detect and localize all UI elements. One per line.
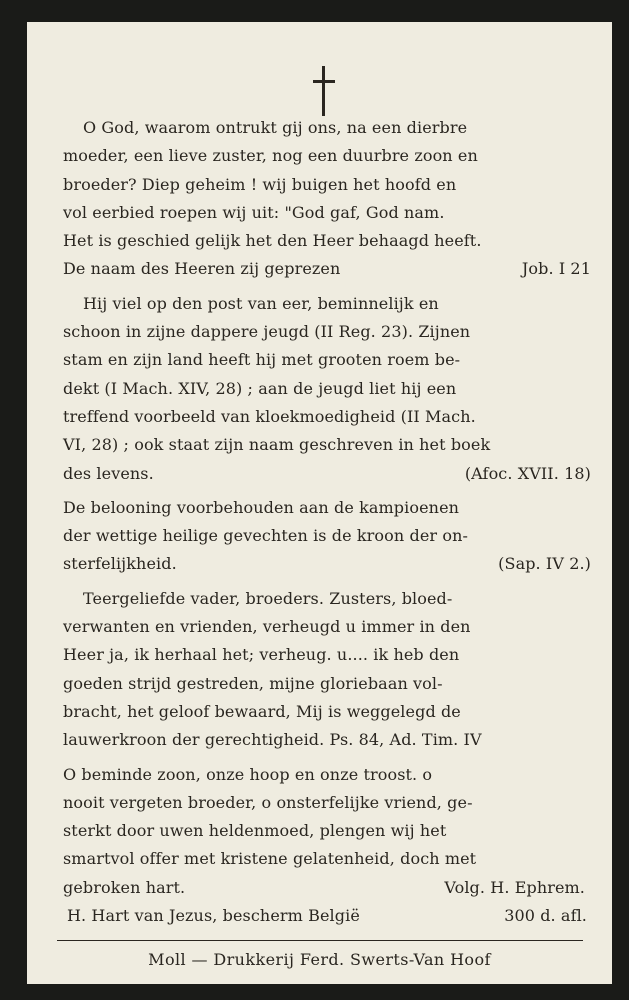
text-line-with-ref bbox=[63, 550, 591, 578]
text-line: VI, 28) ; ook staat zijn naam geschreven in het boek bbox=[63, 435, 491, 455]
scripture-reference: Job. I 21 bbox=[521, 259, 591, 279]
text-line-with-ref bbox=[63, 460, 591, 488]
text-line: Hij viel op den post van eer, beminnelijk en bbox=[83, 293, 439, 313]
scripture-reference: Volg. H. Ephrem. bbox=[444, 877, 585, 897]
text-line: O God, waarom ontrukt gij ons, na een dierbre bbox=[83, 118, 468, 137]
text-line: Heer ja, ik herhaal het; verheug. u.... ik heb den bbox=[63, 645, 460, 665]
text-line: goeden strijd gestreden, mijne gloriebaan vol- bbox=[63, 673, 443, 693]
text-line: vol eerbied roepen wij uit: "God gaf, God nam. bbox=[63, 202, 445, 222]
text-line: gebroken hart. bbox=[63, 877, 186, 897]
closing-line bbox=[63, 902, 591, 930]
text-line: dekt (I Mach. XIV, 28) ; aan de jeugd liet hij een bbox=[63, 378, 457, 398]
text-line: stam en zijn land heeft hij met grooten roem be- bbox=[63, 350, 461, 370]
memorial-card bbox=[27, 22, 612, 984]
text-line: des levens. bbox=[63, 463, 154, 483]
text-line: sterkt door uwen heldenmoed, plengen wij het bbox=[63, 821, 447, 841]
text-line: De naam des Heeren zij geprezen bbox=[63, 259, 341, 279]
text-line: O beminde zoon, onze hoop en onze troost. o bbox=[63, 764, 433, 784]
text-line: bracht, het geloof bewaard, Mij is weggelegd de bbox=[63, 701, 461, 721]
text-line: schoon in zijne dappere jeugd (II Reg. 23). Zijnen bbox=[63, 322, 471, 342]
text-line: De belooning voorbehouden aan de kampioenen bbox=[63, 497, 460, 517]
text-line-with-ref bbox=[63, 874, 591, 902]
text-line-with-ref bbox=[63, 255, 591, 283]
paragraph-5 bbox=[63, 761, 591, 931]
paragraph-1 bbox=[63, 114, 591, 284]
indulgence-text: 300 d. afl. bbox=[504, 906, 587, 926]
card-text bbox=[63, 114, 591, 930]
text-line: smartvol offer met kristene gelatenheid, doch met bbox=[63, 849, 477, 869]
paragraph-3 bbox=[63, 494, 591, 579]
text-line: sterfelijkheid. bbox=[63, 554, 177, 574]
paragraph-4 bbox=[63, 585, 591, 755]
scripture-reference: (Afoc. XVII. 18) bbox=[464, 463, 591, 483]
text-line: Teergeliefde vader, broeders. Zusters, bloed- bbox=[83, 588, 453, 608]
scripture-reference: (Sap. IV 2.) bbox=[498, 554, 591, 574]
text-line: lauwerkroon der gerechtigheid. Ps. 84, Ad. Tim. IV bbox=[63, 730, 482, 750]
text-line: Het is geschied gelijk het den Heer behaagd heeft. bbox=[63, 231, 482, 251]
text-line: treffend voorbeeld van kloekmoedigheid (II Mach. bbox=[63, 406, 476, 426]
text-line: verwanten en vrienden, verheugd u immer in den bbox=[63, 617, 471, 637]
printer-imprint: Moll — Drukkerij Ferd. Swerts-Van Hoof bbox=[148, 950, 491, 969]
text-line: der wettige heilige gevechten is de kroon der on- bbox=[63, 526, 468, 546]
prayer-text: H. Hart van Jezus, bescherm België bbox=[67, 906, 360, 926]
divider bbox=[57, 940, 583, 941]
text-line: nooit vergeten broeder, o onsterfelijke vriend, ge- bbox=[63, 792, 473, 812]
text-line: broeder? Diep geheim ! wij buigen het hoofd en bbox=[63, 174, 457, 194]
text-line: moeder, een lieve zuster, nog een duurbre zoon en bbox=[63, 146, 478, 166]
cross-icon bbox=[313, 66, 335, 116]
paragraph-2 bbox=[63, 290, 591, 488]
